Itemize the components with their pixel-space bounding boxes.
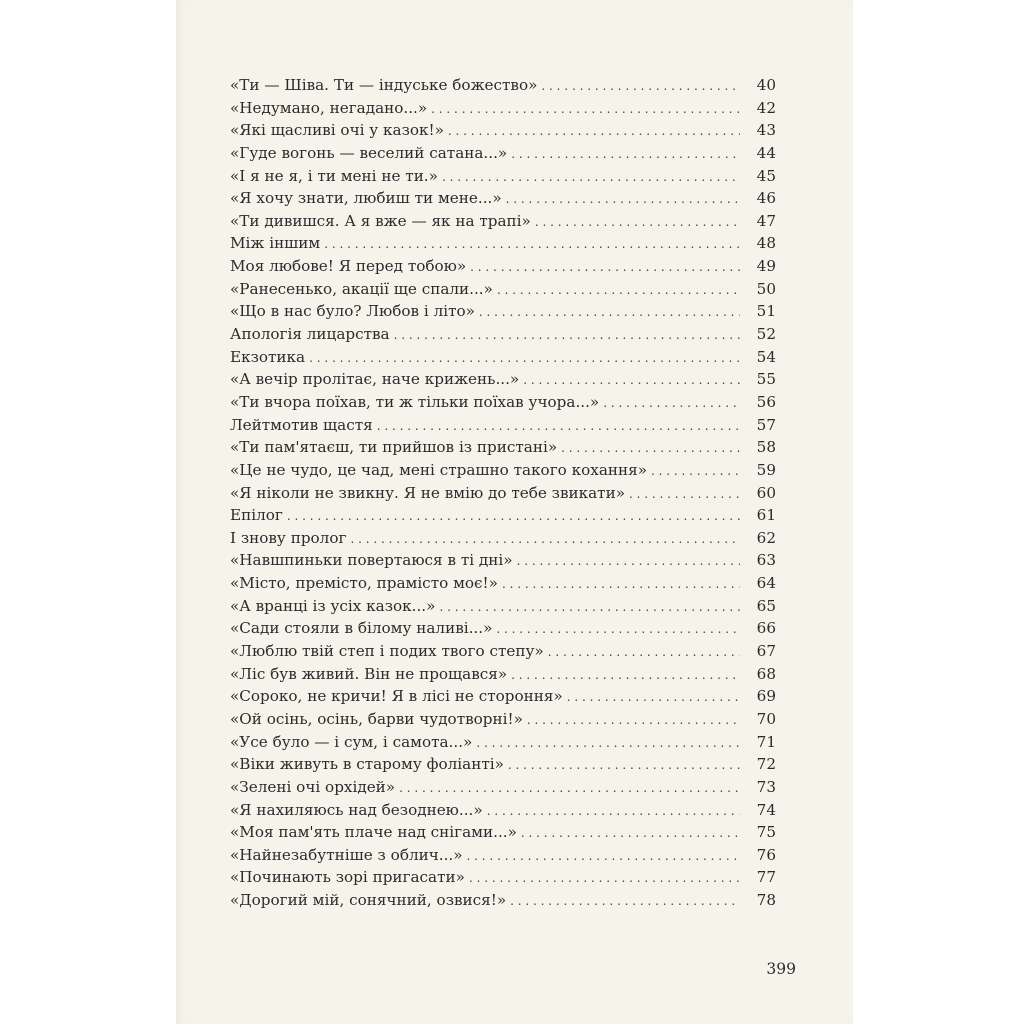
toc-entry[interactable]: [230, 823, 776, 846]
toc-entry-title: Апологія лицарства: [230, 325, 390, 344]
toc-entry-page: 67: [756, 642, 776, 661]
toc-entry-title: «Навшпиньки повертаюся в ті дні»: [230, 551, 513, 570]
toc-entry[interactable]: [230, 348, 776, 371]
dot-leader: [377, 419, 740, 433]
toc-entry-page: 78: [756, 891, 776, 910]
toc-entry[interactable]: [230, 574, 776, 597]
toc-entry-title: «Моя пам'ять плаче над снігами...»: [230, 823, 517, 842]
toc-entry[interactable]: [230, 529, 776, 552]
dot-leader: [476, 736, 740, 750]
dot-leader: [467, 849, 740, 863]
toc-entry-page: 54: [756, 347, 776, 366]
dot-leader: [506, 192, 740, 206]
toc-entry-title: «Це не чудо, це чад, мені страшно такого кохання»: [230, 460, 648, 479]
toc-entry-page: 76: [756, 845, 776, 864]
toc-entry-page: 43: [756, 121, 776, 140]
toc-entry-page: 56: [756, 392, 776, 411]
book-page: [176, 0, 853, 1024]
dot-leader: [431, 102, 740, 116]
toc-entry-page: 47: [756, 211, 776, 230]
toc-entry[interactable]: [230, 280, 776, 303]
toc-entry[interactable]: [230, 619, 776, 642]
toc-entry-title: «Ой осінь, осінь, барви чудотворні!»: [230, 709, 523, 728]
toc-entry-title: «Люблю твій степ і подих твого степу»: [230, 642, 544, 661]
toc-entry-page: 61: [756, 506, 776, 525]
dot-leader: [603, 396, 740, 410]
toc-entry-title: «Що в нас було? Любов і літо»: [230, 302, 475, 321]
toc-entry[interactable]: [230, 302, 776, 325]
toc-entry[interactable]: [230, 257, 776, 280]
dot-leader: [496, 622, 740, 636]
toc-entry[interactable]: [230, 801, 776, 824]
dot-leader: [394, 328, 740, 342]
dot-leader: [535, 215, 740, 229]
toc-entry-page: 42: [756, 98, 776, 117]
dot-leader: [287, 509, 740, 523]
toc-entry-title: «Віки живуть в старому фоліанті»: [230, 755, 504, 774]
toc-entry-page: 49: [756, 257, 776, 276]
toc-entry-title: «Сороко, не кричи! Я в лісі не стороння»: [230, 687, 563, 706]
dot-leader: [521, 826, 740, 840]
toc-entry-page: 64: [756, 574, 776, 593]
toc-entry-page: 50: [756, 279, 776, 298]
toc-entry[interactable]: [230, 891, 776, 914]
dot-leader: [350, 532, 740, 546]
dot-leader: [511, 668, 740, 682]
toc-entry-page: 58: [756, 438, 776, 457]
toc-entry-title: І знову пролог: [230, 528, 347, 547]
toc-entry-title: Епілог: [230, 506, 283, 525]
dot-leader: [511, 147, 740, 161]
dot-leader: [510, 894, 740, 908]
dot-leader: [651, 464, 740, 478]
toc-entry-page: 51: [756, 302, 776, 321]
dot-leader: [508, 758, 740, 772]
toc-entry-title: «Зелені очі орхідей»: [230, 777, 396, 796]
toc-entry-page: 45: [756, 166, 776, 185]
toc-entry-title: Між іншим: [230, 234, 321, 253]
dot-leader: [309, 351, 740, 365]
toc-entry[interactable]: [230, 846, 776, 869]
toc-entry-page: 73: [756, 777, 776, 796]
toc-entry-title: «А вечір пролітає, наче крижень...»: [230, 370, 520, 389]
toc-entry-page: 68: [756, 664, 776, 683]
toc-entry-page: 44: [756, 143, 776, 162]
toc-entry[interactable]: [230, 597, 776, 620]
toc-entry-page: 77: [756, 868, 776, 887]
dot-leader: [561, 441, 740, 455]
toc-entry[interactable]: [230, 778, 776, 801]
toc-entry-page: 48: [756, 234, 776, 253]
toc-entry-title: «Ти — Шіва. Ти — індуське божество»: [230, 76, 538, 94]
dot-leader: [399, 781, 740, 795]
page-number: 399: [766, 960, 796, 978]
dot-leader: [502, 577, 740, 591]
toc-entry[interactable]: [230, 189, 776, 212]
toc-entry-page: 52: [756, 325, 776, 344]
dot-leader: [469, 871, 740, 885]
toc-entry[interactable]: [230, 755, 776, 778]
dot-leader: [470, 260, 740, 274]
table-of-contents: [230, 76, 776, 914]
toc-entry-page: 59: [756, 460, 776, 479]
toc-entry[interactable]: [230, 438, 776, 461]
toc-entry[interactable]: [230, 551, 776, 574]
toc-entry[interactable]: [230, 642, 776, 665]
toc-entry[interactable]: [230, 868, 776, 891]
toc-entry[interactable]: [230, 461, 776, 484]
toc-entry[interactable]: [230, 733, 776, 756]
toc-entry[interactable]: [230, 212, 776, 235]
dot-leader: [487, 804, 740, 818]
toc-entry-page: 40: [756, 76, 776, 94]
toc-entry-page: 65: [756, 596, 776, 615]
dot-leader: [517, 554, 740, 568]
toc-entry-title: «Дорогий мій, сонячний, озвися!»: [230, 891, 507, 910]
toc-entry-title: «Сади стояли в білому наливі...»: [230, 619, 493, 638]
toc-entry-title: «Місто, премісто, прамісто моє!»: [230, 574, 498, 593]
toc-entry-page: 75: [756, 823, 776, 842]
toc-entry-title: Моя любове! Я перед тобою»: [230, 257, 467, 276]
toc-entry[interactable]: [230, 99, 776, 122]
toc-entry-page: 62: [756, 528, 776, 547]
toc-entry[interactable]: [230, 484, 776, 507]
toc-entry-title: «Я хочу знати, любиш ти мене...»: [230, 189, 502, 208]
toc-entry[interactable]: [230, 416, 776, 439]
toc-entry-title: Лейтмотив щастя: [230, 415, 373, 434]
toc-entry[interactable]: [230, 710, 776, 733]
toc-entry[interactable]: [230, 665, 776, 688]
toc-entry-title: «Ранесенько, акації ще спали...»: [230, 279, 493, 298]
toc-entry-title: «І я не я, і ти мені не ти.»: [230, 166, 438, 185]
toc-entry[interactable]: [230, 393, 776, 416]
dot-leader: [497, 283, 740, 297]
toc-entry-title: «Я нахиляюсь над безоднею...»: [230, 800, 483, 819]
toc-entry-page: 57: [756, 415, 776, 434]
dot-leader: [439, 600, 740, 614]
toc-entry-page: 70: [756, 709, 776, 728]
toc-entry-title: «А вранці із усіх казок...»: [230, 596, 436, 615]
toc-entry-page: 63: [756, 551, 776, 570]
toc-entry-title: Екзотика: [230, 347, 306, 366]
toc-entry-page: 69: [756, 687, 776, 706]
dot-leader: [324, 237, 740, 251]
toc-entry-page: 60: [756, 483, 776, 502]
dot-leader: [448, 124, 740, 138]
toc-entry-page: 71: [756, 732, 776, 751]
dot-leader: [479, 305, 740, 319]
toc-entry-title: «Ти вчора поїхав, ти ж тільки поїхав учора...»: [230, 392, 600, 411]
dot-leader: [548, 645, 740, 659]
dot-leader: [541, 79, 740, 93]
toc-entry[interactable]: [230, 144, 776, 167]
toc-entry-title: «Найнезабутніше з облич...»: [230, 845, 463, 864]
toc-entry-title: «Я ніколи не звикну. Я не вмію до тебе звикати»: [230, 483, 625, 502]
toc-entry-page: 72: [756, 755, 776, 774]
toc-entry-title: «Недумано, негадано...»: [230, 98, 428, 117]
toc-entry-title: «Які щасливі очі у казок!»: [230, 121, 444, 140]
toc-entry-page: 55: [756, 370, 776, 389]
toc-entry-title: «Ти пам'ятаєш, ти прийшов із пристані»: [230, 438, 558, 457]
toc-entry[interactable]: [230, 506, 776, 529]
dot-leader: [629, 487, 740, 501]
dot-leader: [523, 373, 740, 387]
toc-entry-title: «Ліс був живий. Він не прощався»: [230, 664, 508, 683]
toc-entry[interactable]: [230, 687, 776, 710]
toc-entry[interactable]: [230, 167, 776, 190]
toc-entry[interactable]: [230, 325, 776, 348]
toc-entry-page: 66: [756, 619, 776, 638]
toc-entry-title: «Починають зорі пригасати»: [230, 868, 465, 887]
dot-leader: [442, 170, 740, 184]
toc-entry[interactable]: [230, 121, 776, 144]
toc-entry-page: 74: [756, 800, 776, 819]
toc-entry-title: «Усе було — і сум, і самота...»: [230, 732, 473, 751]
toc-entry-title: «Гуде вогонь — веселий сатана...»: [230, 143, 508, 162]
toc-entry[interactable]: [230, 370, 776, 393]
toc-entry[interactable]: [230, 234, 776, 257]
toc-entry[interactable]: [230, 76, 776, 99]
toc-entry-page: 46: [756, 189, 776, 208]
dot-leader: [527, 713, 740, 727]
dot-leader: [567, 690, 740, 704]
toc-entry-title: «Ти дивишся. А я вже — як на трапі»: [230, 211, 531, 230]
